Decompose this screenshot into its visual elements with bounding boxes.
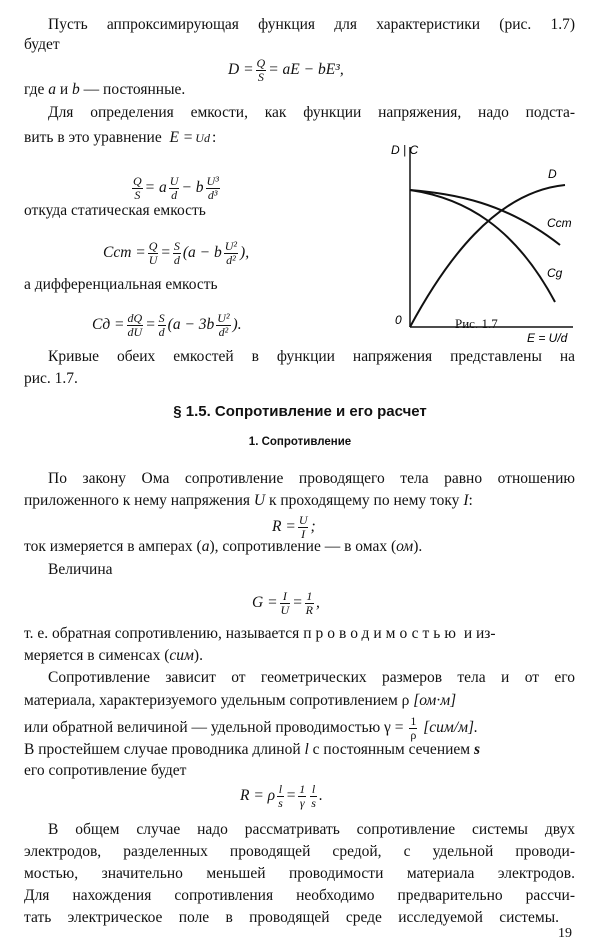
eq-part: ).	[232, 316, 242, 334]
text-line: Сопротивление зависит от геометрических размеров тела и от его	[48, 669, 575, 686]
eq-part: =	[160, 244, 171, 262]
denominator: s	[311, 796, 316, 810]
numerator: 1	[299, 782, 306, 796]
t: а	[201, 538, 210, 555]
numerator: l	[311, 782, 316, 796]
t: [ом·м]	[413, 692, 457, 709]
text-line	[24, 624, 575, 644]
t: I	[463, 492, 469, 509]
equation-cd	[92, 312, 242, 339]
t: ом	[396, 538, 414, 555]
numerator: I	[280, 590, 291, 604]
t: и	[55, 81, 73, 98]
t: ток измеряется в амперах (	[24, 538, 202, 555]
numerator: l	[278, 782, 283, 796]
text-line: В общем случае надо рассматривать сопротивление системы двух	[48, 821, 575, 838]
text-line	[24, 537, 575, 557]
t: ).	[413, 538, 423, 555]
t: или обратной величиной — удельной проводимостью γ =	[24, 719, 408, 737]
origin-label: 0	[395, 313, 402, 327]
text-line: Пусть аппроксимирующая функция для характеристики (рис. 1.7)	[48, 16, 575, 33]
x-axis-label: E = U/d	[527, 331, 568, 342]
text-line: откуда статическая емкость	[24, 202, 206, 219]
denominator: S	[257, 70, 264, 84]
curve-d	[410, 185, 565, 327]
t: приложенного к нему напряжения	[24, 492, 254, 509]
text-line: Кривые обеих емкостей в функции напряжения представлены на	[48, 348, 575, 365]
denominator: γ	[299, 796, 305, 810]
denominator: U	[148, 253, 158, 267]
t: ), сопротивление — в омах (	[209, 538, 397, 555]
subsection-heading: 1. Сопротивление	[248, 436, 352, 448]
t: т. е. обратная сопротивлению, называется	[24, 625, 304, 642]
text-line	[24, 715, 575, 742]
eq-part: (a − 3b	[167, 316, 215, 334]
t: E =	[169, 129, 194, 146]
t: где	[24, 81, 49, 98]
eq-part: − b	[181, 179, 204, 197]
eq-part: ;	[310, 518, 316, 536]
numerator: 1	[410, 714, 417, 728]
text-line	[24, 740, 575, 760]
figure-1-7	[385, 132, 585, 342]
curve-cd	[410, 190, 555, 302]
t: вить в это уравнение	[24, 129, 162, 146]
figure-caption: Рис. 1.7	[455, 316, 498, 331]
eq-part: = a	[144, 179, 167, 197]
denominator: d	[171, 188, 178, 202]
numerator: U	[195, 130, 204, 145]
text-line: а дифференциальная емкость	[24, 276, 218, 293]
numerator: U	[169, 174, 179, 188]
eq-part: D =	[228, 61, 254, 79]
t: сим	[169, 647, 194, 664]
t: В простейшем случае проводника длиной	[24, 741, 305, 758]
eq-part: ),	[240, 244, 250, 262]
eq-part: =	[292, 594, 303, 612]
section-heading: § 1.5. Сопротивление и его расчет	[173, 403, 427, 420]
eq-part: G =	[252, 594, 278, 612]
t: U	[253, 492, 266, 509]
equation-resistance	[240, 783, 323, 810]
t: к проходящему по нему току	[265, 492, 464, 509]
denominator: d²	[218, 325, 229, 339]
t: a	[48, 81, 56, 98]
text-line	[24, 646, 575, 666]
text-line	[24, 691, 575, 711]
t: [сим/м].	[423, 719, 478, 737]
denominator: s	[278, 796, 283, 810]
eq-part: =	[285, 787, 297, 805]
t: материала, характеризуемого удельным сопротивлением ρ	[24, 692, 414, 709]
numerator: U³	[206, 174, 219, 188]
denominator: S	[134, 188, 141, 202]
text-line: По закону Ома сопротивление проводящего тела равно отношению	[48, 470, 575, 487]
numerator: dQ	[127, 311, 143, 325]
text-line: Для определения емкости, как функции напряжения, надо подста-	[48, 104, 575, 121]
denominator: d²	[226, 253, 236, 267]
text-line	[24, 491, 575, 511]
eq-part: R =	[272, 518, 296, 536]
t: — постоянные.	[79, 81, 186, 98]
curve-label-d: D	[548, 167, 557, 181]
t: b	[72, 81, 80, 98]
equation-cst	[103, 240, 249, 267]
t: :	[468, 492, 473, 509]
text-line: его сопротивление будет	[24, 762, 187, 779]
t: l	[304, 741, 309, 758]
numerator: 1	[306, 589, 313, 603]
curve-label-cd: Cg	[547, 266, 563, 280]
numerator: S	[173, 239, 180, 253]
curve-label-cst: Cст	[547, 216, 572, 230]
eq-part: R = ρ	[240, 787, 276, 805]
text-line	[24, 80, 575, 100]
text-line: будет	[24, 36, 60, 53]
denominator: d	[203, 130, 210, 145]
eq-part: Cд =	[92, 316, 125, 334]
text-line: Для нахождения сопротивления необходимо предварительно рассчи-	[24, 887, 575, 904]
t: с постоянным сечением	[308, 741, 474, 758]
text-line: рис. 1.7.	[24, 370, 78, 387]
text-line: Величина	[48, 561, 113, 578]
spaced-term: проводимостью	[303, 625, 460, 642]
eq-part: = aE − bE³,	[268, 61, 344, 79]
t: s	[473, 741, 481, 758]
numerator: U²	[224, 239, 238, 253]
t: ).	[193, 647, 203, 664]
denominator: ρ	[410, 728, 417, 742]
t: и из-	[459, 625, 496, 642]
denominator: d	[173, 253, 180, 267]
eq-part: .	[318, 787, 323, 805]
numerator: Q	[256, 56, 266, 70]
equation-g	[252, 590, 320, 617]
denominator: d³	[207, 188, 218, 202]
eq-part: Cст =	[103, 244, 146, 262]
denominator: d	[158, 325, 165, 339]
eq-part: =	[145, 316, 156, 334]
denominator: dU	[127, 325, 143, 339]
numerator: U²	[217, 311, 230, 325]
equation-qs	[130, 175, 222, 202]
numerator: U	[298, 513, 308, 527]
text-line: электродов, разделенных проводящей средой, с удельной проводи-	[24, 843, 575, 860]
text-line: тать электрическое поле в проводящей среде исследуемой системы.	[24, 909, 559, 926]
t: :	[211, 129, 217, 146]
fraction	[195, 132, 210, 145]
y-axis-label: D | C	[391, 143, 419, 157]
numerator: Q	[148, 239, 158, 253]
numerator: S	[158, 311, 165, 325]
numerator: Q	[133, 174, 142, 188]
t: меряется в сименсах (	[24, 647, 170, 664]
page-number: 19	[558, 926, 572, 941]
eq-part: (a − b	[182, 244, 222, 262]
denominator: R	[305, 603, 314, 617]
eq-part: ,	[316, 594, 320, 612]
text-line: мостью, значительно меньшей проводимости материала электродов.	[24, 865, 575, 882]
denominator: I	[301, 527, 306, 541]
denominator: U	[280, 603, 290, 617]
